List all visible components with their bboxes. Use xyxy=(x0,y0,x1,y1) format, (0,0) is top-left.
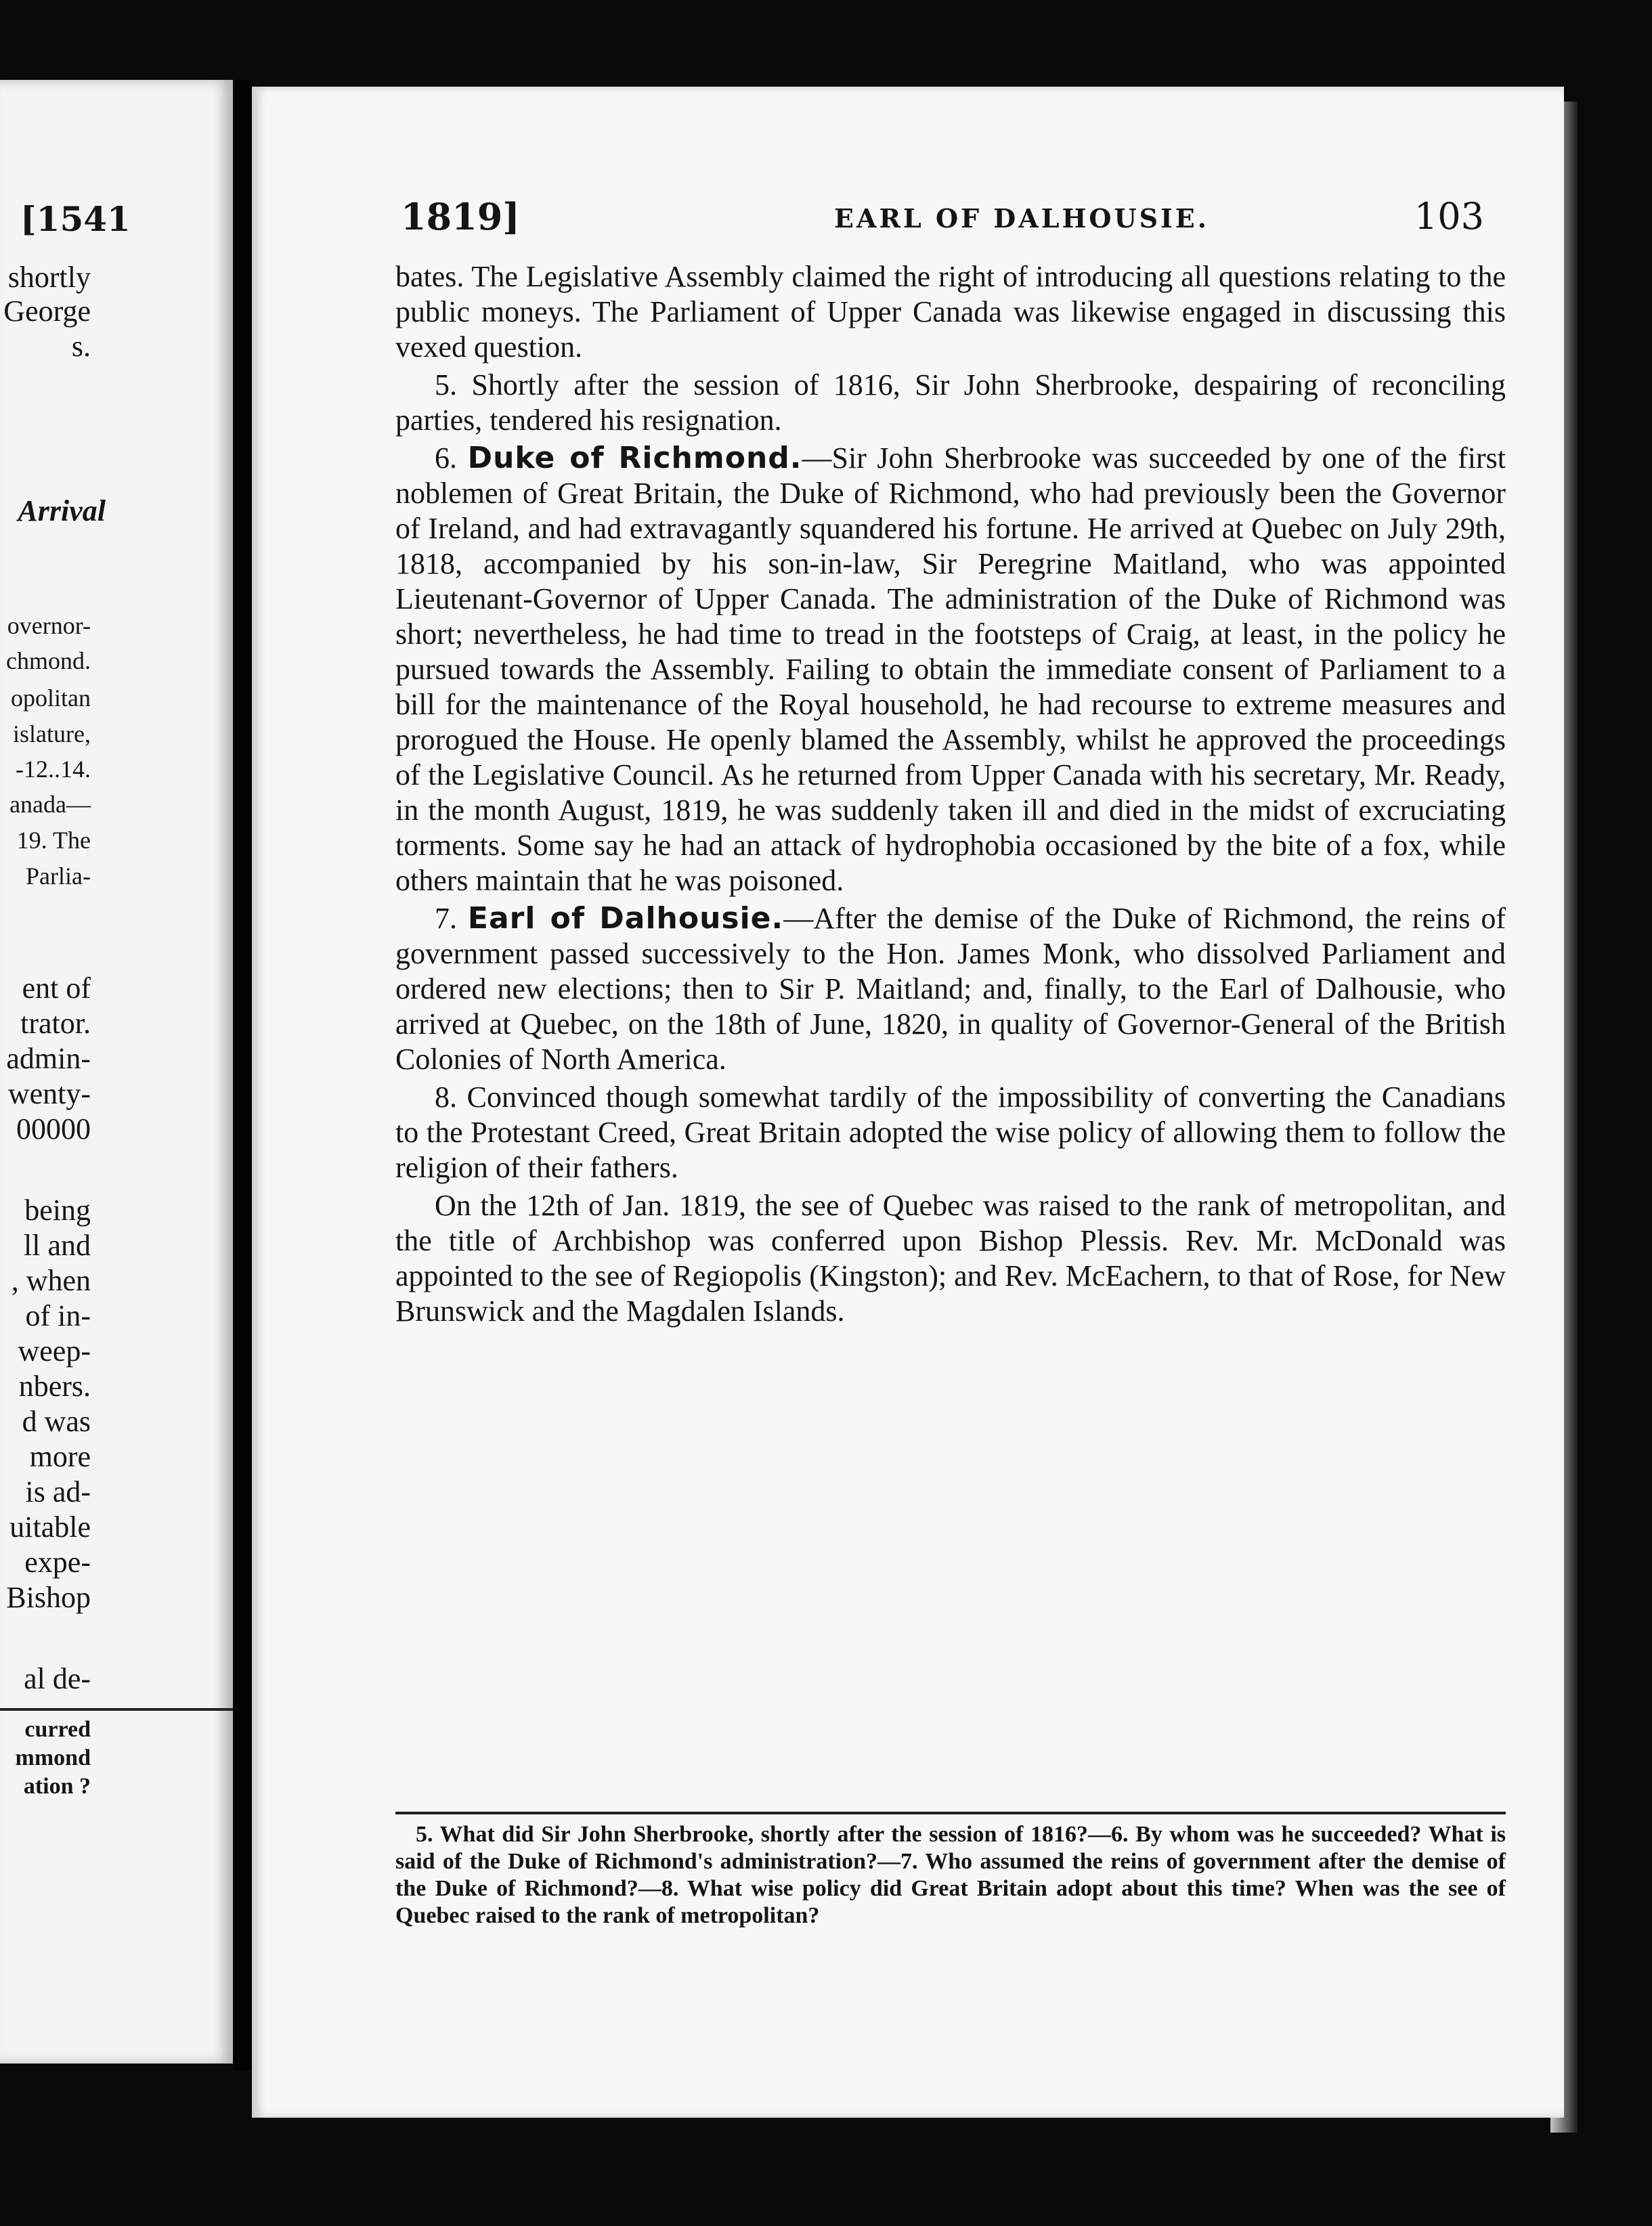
left-fragment: overnor- xyxy=(7,612,91,639)
left-fragment: uitable xyxy=(9,1510,91,1544)
left-fragment: Bishop xyxy=(6,1581,91,1614)
left-fragment: mmond xyxy=(15,1745,91,1770)
left-fragment: opolitan xyxy=(11,684,91,712)
left-fragment: al de- xyxy=(24,1662,91,1695)
left-fragment: chmond. xyxy=(6,647,91,674)
paragraph-8: 8. Convinced though somewhat tardily of the impossibility of converting the Canadians to the Protestant Creed, Great Britain adopted the wise policy of allowing them to follow the religion of their fathers. xyxy=(395,1081,1506,1184)
left-fragment: -12..14. xyxy=(16,756,91,783)
left-fragment: is ad- xyxy=(25,1475,91,1508)
running-head-year: 1819] xyxy=(401,195,520,238)
left-fragment: more xyxy=(29,1440,91,1473)
book-gutter xyxy=(233,80,253,2070)
previous-page xyxy=(0,80,233,2064)
left-fragment: expe- xyxy=(24,1546,91,1579)
paragraph-5: 5. Shortly after the session of 1816, Sir John Sherbrooke, despairing of reconciling parties, tendered his resignation. xyxy=(395,368,1506,437)
paragraph-6 xyxy=(395,441,1506,898)
left-fragment: wenty- xyxy=(7,1077,91,1110)
footnote-text: 5. What did Sir John Sherbrooke, shortly after the session of 1816?—6. By whom was he succeeded? What is said of the Duke of Richmond's administration?—7. Who assumed the reins of government after the demise of the Duke of Richmond?—8. What wise policy did Great Britain adopt about this time? When was the see of Quebec raised to the rank of metropolitan? xyxy=(395,1822,1506,1928)
left-fragment: trator. xyxy=(20,1007,91,1040)
left-fragment: of in- xyxy=(25,1299,91,1332)
footnote-questions xyxy=(395,1821,1506,1929)
section-number: 6. xyxy=(435,441,457,475)
left-fragment: ent of xyxy=(22,972,91,1005)
left-fragment: George xyxy=(3,294,91,328)
previous-page-footnote-rule xyxy=(0,1708,233,1711)
body-text xyxy=(395,259,1506,1332)
left-fragment: curred xyxy=(24,1717,91,1742)
section-text: —After the demise of the Duke of Richmond, the reins of government passed successively to the Hon. James Monk, who dissolved Parliament and ordered new elections; then to Sir P. Maitland; and, finally, to the Earl of Dalhousie, who arrived at Quebec, on the 18th of June, 1820, in quality of Governor-General of the British Colonies of North America. xyxy=(395,902,1506,1076)
left-fragment: Parlia- xyxy=(26,863,91,890)
left-fragment: ation ? xyxy=(23,1774,91,1799)
left-fragment: 00000 xyxy=(16,1112,91,1145)
left-fragment: admin- xyxy=(6,1042,91,1075)
left-fragment: ll and xyxy=(24,1229,91,1262)
left-fragment: anada— xyxy=(9,791,91,818)
left-fragment: 19. The xyxy=(16,827,91,854)
running-head xyxy=(401,195,1484,242)
left-fragment: shortly xyxy=(7,261,91,294)
left-fragment: , when xyxy=(11,1264,91,1297)
paragraph: On the 12th of Jan. 1819, the see of Quebec was raised to the rank of metropolitan, and the title of Archbishop was conferred upon Bishop Plessis. Rev. Mr. McDonald was appointed to the see of Regiopolis (Kingston); and Rev. McEachern, to that of Rose, for New Brunswick and the Magdalen Islands. xyxy=(395,1189,1506,1328)
footnote-rule xyxy=(395,1812,1506,1814)
paragraph-7 xyxy=(395,901,1506,1077)
section-heading: Earl of Dalhousie. xyxy=(467,901,784,936)
previous-page-header: [1541 xyxy=(20,199,131,239)
left-fragment: d was xyxy=(22,1405,91,1438)
paragraph: bates. The Legislative Assembly claimed the right of introducing all questions relating to the public moneys. The Parliament of Upper Canada was likewise engaged in discussing this vexed question. xyxy=(395,260,1506,364)
left-fragment: Arrival xyxy=(18,494,106,527)
section-text: —Sir John Sherbrooke was succeeded by one of the first noblemen of Great Britain, the Duke of Richmond, who had previously been the Governor of Ireland, and had extravagantly squandered his fortune. He arrived at Quebec on July 29th, 1818, accompanied by his son-in-law, Sir Peregrine Maitland, who was appointed Lieutenant-Governor of Upper Canada. The administration of the Duke of Richmond was short; nevertheless, he had time to tread in the footsteps of Craig, at least, in the policy he pursued towards the Assembly. Failing to obtain the immediate consent of Parliament to a bill for the maintenance of the Royal household, he had recourse to extreme measures and prorogued the House. He openly blamed the Assembly, whilst he approved the proceedings of the Legislative Council. As he returned from Upper Canada with his secretary, Mr. Ready, in the month August, 1819, he was suddenly taken ill and died in the midst of excruciating torments. Some say he had an attack of hydrophobia occasioned by the bite of a fox, while others maintain that he was poisoned. xyxy=(395,441,1506,897)
left-fragment: weep- xyxy=(18,1334,91,1368)
left-fragment: nbers. xyxy=(18,1370,91,1403)
left-fragment: islature, xyxy=(13,720,91,747)
section-number: 7. xyxy=(435,902,457,935)
running-head-title: EARL OF DALHOUSIE. xyxy=(834,203,1209,234)
left-fragment: being xyxy=(24,1194,91,1227)
page-number: 103 xyxy=(1414,195,1484,238)
left-fragment: s. xyxy=(71,330,91,363)
section-heading: Duke of Richmond. xyxy=(467,441,802,475)
book-page xyxy=(252,87,1564,2118)
